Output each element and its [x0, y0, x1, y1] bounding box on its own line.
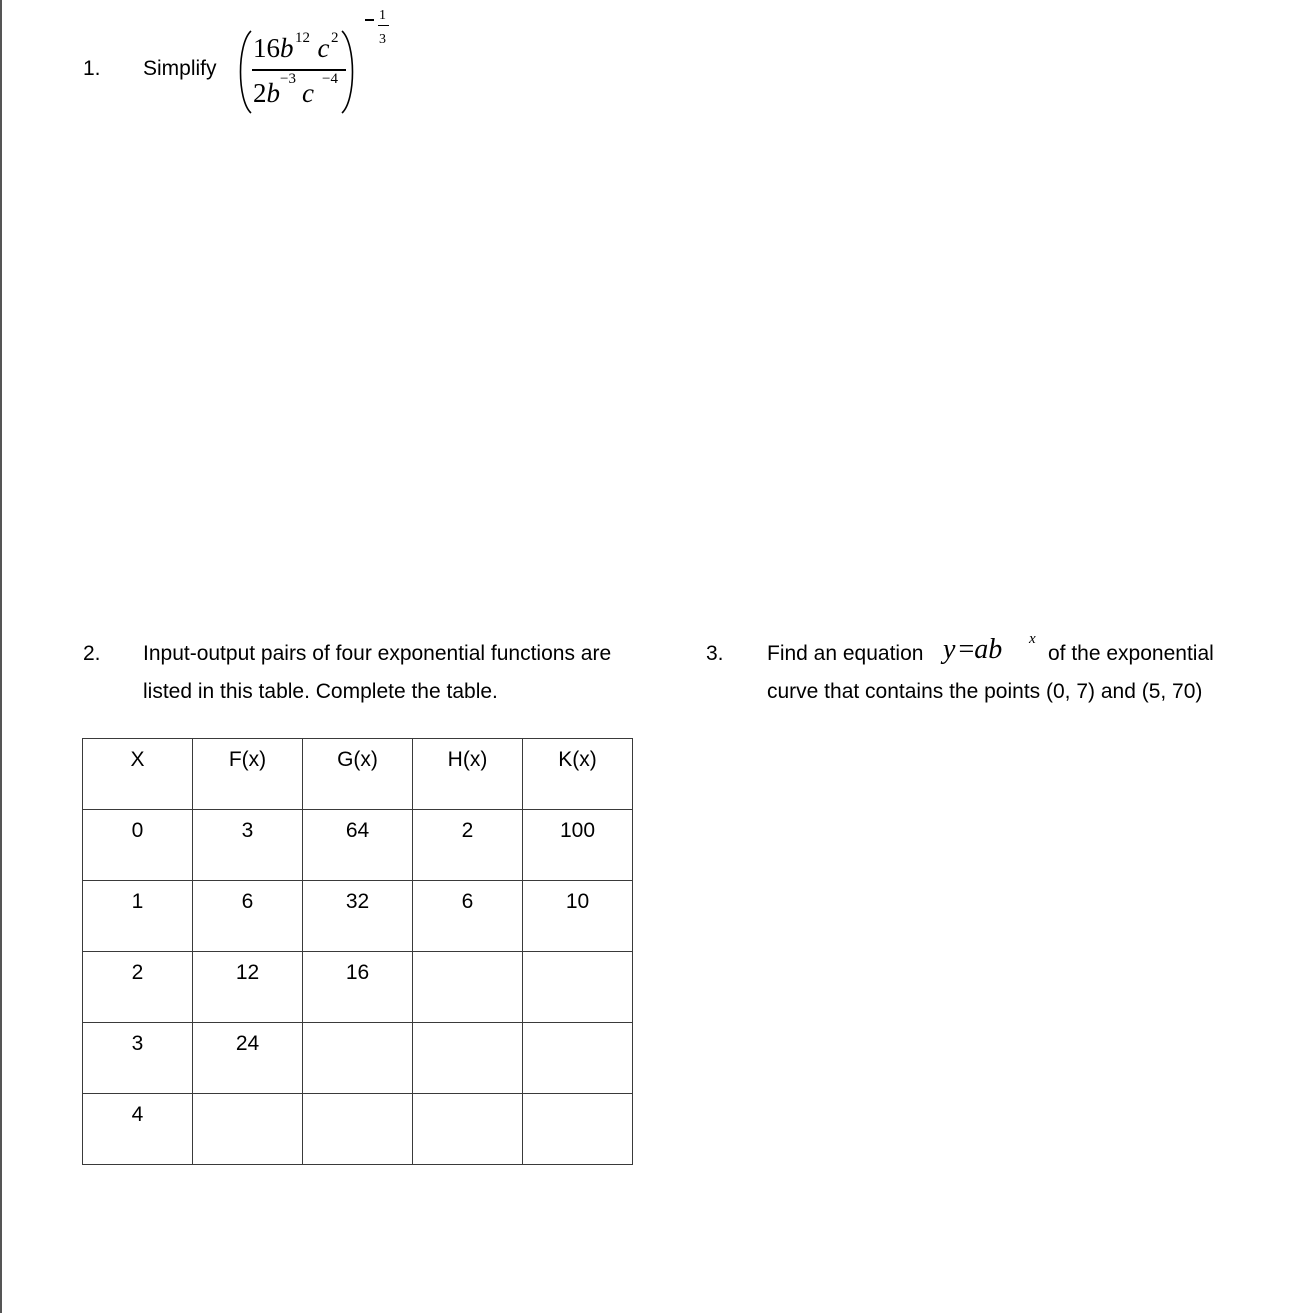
- table-cell-empty: [523, 952, 633, 1023]
- table-cell-empty: [413, 952, 523, 1023]
- table-cell: 4: [83, 1094, 193, 1165]
- table-row: [83, 1023, 633, 1094]
- outer-exponent-minus: [365, 19, 374, 21]
- table-cell: 1: [83, 881, 193, 952]
- equation-equals: =: [958, 634, 975, 665]
- table-cell: 100: [523, 810, 633, 881]
- problem-2-text-line2: listed in this table. Complete the table.: [143, 680, 498, 703]
- right-parenthesis: [340, 30, 360, 114]
- table-cell: 64: [303, 810, 413, 881]
- denominator-coefficient: 2: [253, 78, 267, 108]
- problem-1-expression: [228, 2, 398, 117]
- table-cell: 16: [303, 952, 413, 1023]
- problem-3-text-line1-start: Find an equation: [767, 642, 924, 665]
- numerator-coefficient: 16: [253, 33, 280, 63]
- denominator-b-exponent: −3: [280, 71, 296, 87]
- denominator-c: c: [302, 78, 314, 108]
- outer-exponent-bar: [378, 25, 389, 26]
- table-cell: 3: [193, 810, 303, 881]
- table-cell: 2: [83, 952, 193, 1023]
- equation-y: y: [943, 634, 956, 665]
- table-row: [83, 810, 633, 881]
- table-row: [83, 952, 633, 1023]
- table-cell-empty: [413, 1023, 523, 1094]
- table-cell: 10: [523, 881, 633, 952]
- problem-1-number: 1.: [83, 57, 101, 80]
- table-cell-empty: [413, 1094, 523, 1165]
- table-row: [83, 881, 633, 952]
- denominator-c-exponent: −4: [322, 71, 338, 87]
- table-cell: 6: [413, 881, 523, 952]
- problem-3-equation: [943, 636, 1002, 664]
- table-cell: 3: [83, 1023, 193, 1094]
- left-parenthesis: [233, 30, 253, 114]
- numerator-c: c: [317, 33, 330, 63]
- page-left-border: [0, 0, 2, 1313]
- numerator-c-exponent: 2: [331, 30, 339, 46]
- table-header-row: [83, 739, 633, 810]
- equation-exponent-x: x: [1029, 631, 1036, 647]
- numerator-b: b: [280, 33, 294, 63]
- table-cell: 24: [193, 1023, 303, 1094]
- outer-exponent-numerator: 1: [379, 8, 386, 23]
- table-cell: 12: [193, 952, 303, 1023]
- equation-ab: ab: [974, 634, 1003, 665]
- table-cell-empty: [523, 1094, 633, 1165]
- table-cell: 6: [193, 881, 303, 952]
- outer-exponent-denominator: 3: [379, 32, 386, 47]
- table-cell: 32: [303, 881, 413, 952]
- fraction-numerator: [253, 30, 330, 64]
- table-cell-empty: [303, 1094, 413, 1165]
- problem-3-text-line1-end: of the exponential: [1048, 642, 1214, 665]
- denominator-b: b: [266, 78, 280, 108]
- table-header-cell: G(x): [303, 739, 413, 810]
- problem-3-text-line2: curve that contains the points (0, 7) and (5, 70): [767, 680, 1203, 703]
- table-row: [83, 1094, 633, 1165]
- problem-2-text-line1: Input-output pairs of four exponential functions are: [143, 642, 612, 665]
- table-header-cell: X: [83, 739, 193, 810]
- problem-3-number: 3.: [706, 642, 724, 665]
- table-cell-empty: [523, 1023, 633, 1094]
- function-table: [82, 738, 633, 1165]
- table-cell: 0: [83, 810, 193, 881]
- table-cell-empty: [303, 1023, 413, 1094]
- numerator-b-exponent: 12: [295, 30, 310, 46]
- table-header-cell: F(x): [193, 739, 303, 810]
- table-cell: 2: [413, 810, 523, 881]
- table-header-cell: H(x): [413, 739, 523, 810]
- table-header-cell: K(x): [523, 739, 633, 810]
- problem-2-number: 2.: [83, 642, 101, 665]
- problem-1-prompt: Simplify: [143, 57, 217, 80]
- table-cell-empty: [193, 1094, 303, 1165]
